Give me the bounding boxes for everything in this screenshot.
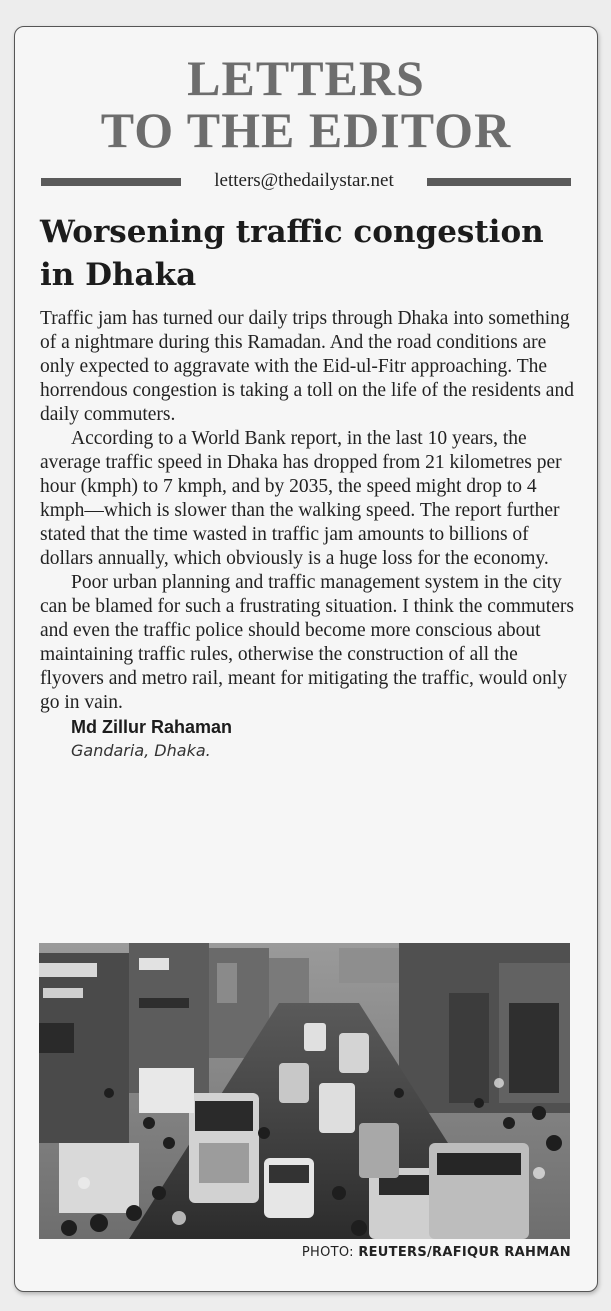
traffic-scene-image <box>39 943 570 1239</box>
rule-bar-right <box>427 178 571 186</box>
email-rule <box>41 169 571 193</box>
newspaper-clipping <box>14 26 598 1292</box>
author-location: Gandaria, Dhaka. <box>71 741 211 760</box>
letter-body <box>40 307 575 763</box>
masthead-line-1: LETTERS <box>187 50 425 106</box>
letter-author: Md Zillur Rahaman <box>71 717 233 737</box>
section-masthead <box>15 50 597 158</box>
letter-paragraph-1: Traffic jam has turned our daily trips through Dhaka into something of a nightmare during this Ramadan. And the road conditions are only expected to aggravate with the Eid-ul-Fitr approaching. The horrendous congestion is taking a toll on the life of the residents and daily commuters. <box>40 308 574 425</box>
letter-paragraph-2: According to a World Bank report, in the last 10 years, the average traffic speed in Dhaka has dropped from 21 kilometres per hour (kmph) to 7 kmph, and by 2035, the speed might drop to 4 kmph—which is slower than the walking speed. The report further stated that the time wasted in traffic jam amounts to billions of dollars annually, which obviously is a huge loss for the economy. <box>40 428 562 569</box>
rule-bar-left <box>41 178 181 186</box>
editor-email: letters@thedailystar.net <box>214 170 394 191</box>
photo-credit <box>302 1245 571 1260</box>
traffic-photo <box>39 943 570 1239</box>
photo-credit-name: REUTERS/RAFIQUR RAHMAN <box>358 1245 571 1260</box>
masthead-line-2: TO THE EDITOR <box>100 102 512 158</box>
photo-credit-prefix: PHOTO: <box>301 1245 354 1260</box>
letter-headline: Worsening traffic congestion in Dhaka <box>40 214 544 293</box>
letter-paragraph-3: Poor urban planning and traffic management system in the city can be blamed for such a frustrating situation. I think the commuters and even the traffic police should become more conscious about maintaining traffic rules, otherwise the construction of all the flyovers and metro rail, meant for mitigating the traffic, would only go in vain. <box>40 572 574 713</box>
